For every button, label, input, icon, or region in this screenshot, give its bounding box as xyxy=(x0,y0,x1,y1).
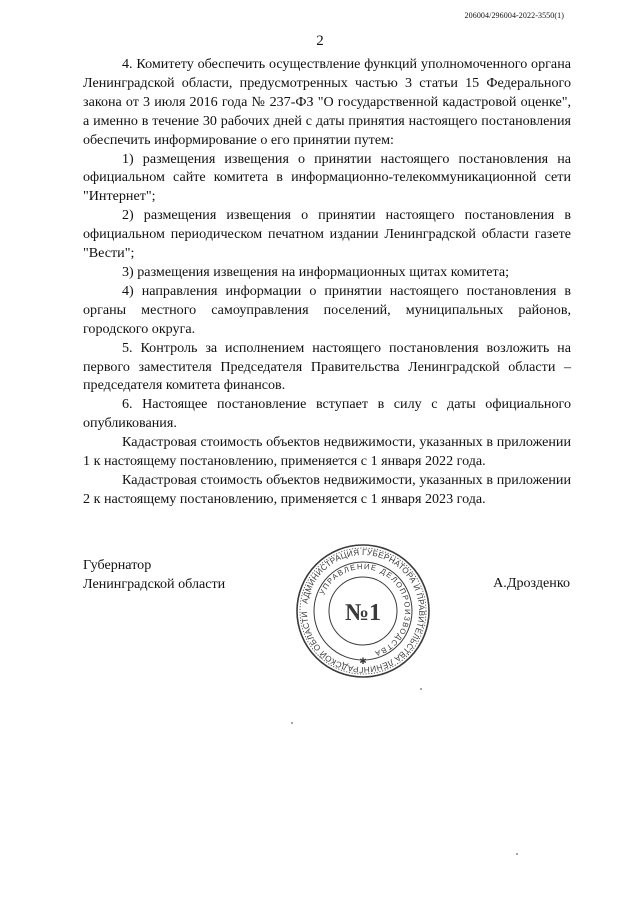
official-seal xyxy=(294,542,432,680)
position-line-1: Губернатор xyxy=(83,557,152,573)
paragraph-4-item-1: 1) размещения извещения о принятии настоящего постановления на официальном сайте комитета в информационно-телекоммуникационной сети "Интернет"; xyxy=(83,150,571,205)
seal-inner-text: УПРАВЛЕНИЕ ДЕЛОПРОИЗВОДСТВА xyxy=(317,561,413,659)
document-body xyxy=(83,55,571,509)
paragraph-5: 5. Контроль за исполнением настоящего постановления возложить на первого заместителя Председателя Правительства Ленинградской области – председателя комитета финансов. xyxy=(83,339,571,394)
paragraph-6: 6. Настоящее постановление вступает в силу с даты официального опубликования. xyxy=(83,396,571,432)
paragraph-cadastral-2022: Кадастровая стоимость объектов недвижимости, указанных в приложении 1 к настоящему постановлению, применяется с 1 января 2022 года. xyxy=(83,434,571,470)
seal-outer-text: АДМИНИСТРАЦИЯ ГУБЕРНАТОРА И ПРАВИТЕЛЬСТВА ЛЕНИНГРАДСКОЙ ОБЛАСТИ xyxy=(299,547,427,675)
paragraph-4-item-2: 2) размещения извещения о принятии настоящего постановления в официальном периодическом печатном издании Ленинградской области газете "Вести"; xyxy=(83,207,571,262)
signatory-name: А.Дрозденко xyxy=(493,575,570,591)
signatory-position xyxy=(83,556,225,594)
seal-number: №1 xyxy=(344,600,382,626)
paragraph-4-item-4: 4) направления информации о принятии настоящего постановления в органы местного самоуправления поселений, муниципальных районов, городского округа. xyxy=(83,282,571,337)
scan-speck xyxy=(291,722,293,724)
page-number: 2 xyxy=(316,33,324,49)
scan-speck xyxy=(516,853,518,855)
paragraph-cadastral-2023: Кадастровая стоимость объектов недвижимости, указанных в приложении 2 к настоящему постановлению, применяется с 1 января 2023 года. xyxy=(83,471,571,507)
position-line-2: Ленинградской области xyxy=(83,576,226,592)
seal-star-icon: ✱ xyxy=(359,656,367,666)
paragraph-4: 4. Комитету обеспечить осуществление функций уполномоченного органа Ленинградской области, предусмотренных частью 3 статьи 15 Федерального закона от 3 июля 2016 года № 237-ФЗ "О государственной кадастровой оценке", а именно в течение 30 рабочих дней с даты принятия настоящего постановления обеспечить информирование о его принятии путем: xyxy=(83,56,571,148)
paragraph-4-item-3: 3) размещения извещения на информационных щитах комитета; xyxy=(122,263,510,280)
document-id: 206004/296004-2022-3550(1) xyxy=(464,11,564,20)
scan-speck xyxy=(420,688,422,690)
